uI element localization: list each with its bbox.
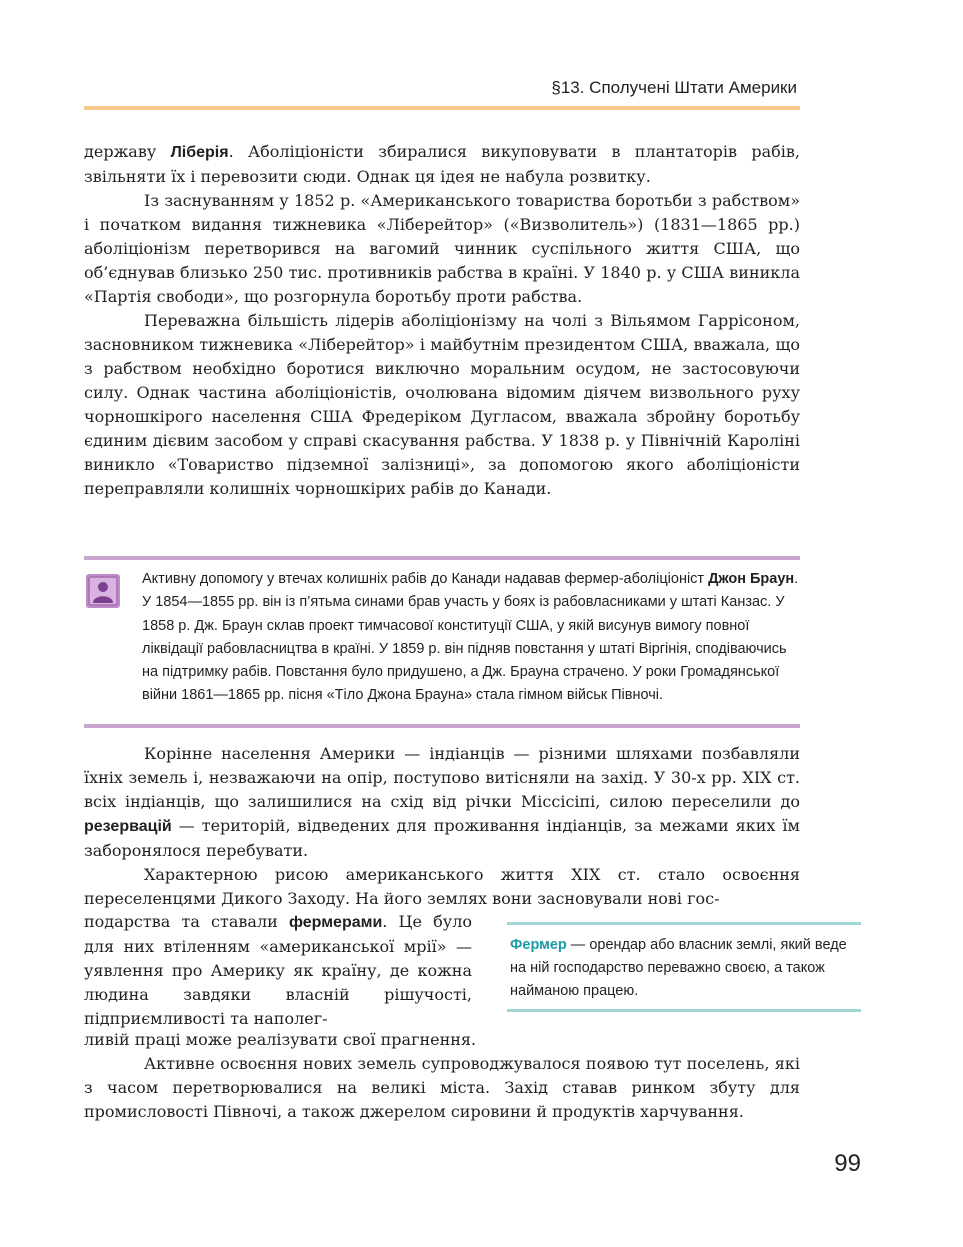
biobox-bottom-rule — [84, 724, 800, 728]
paragraph — [84, 140, 800, 189]
text-span: . У 1854—1855 рр. він із п’ятьма синами брав участь у боях із рабовласниками у штаті Канзас. У 1858 р. Дж. Браун склав проект тимчасової конституції США, у якій висунув вимогу повної ліквідації рабовласництва в країні. У 1859 р. він підняв повстання у штаті Віргінія, сподіваючись на підтримку рабів. Повстання було придушено, а Дж. Брауна страчено. У роки Громадянської війни 1861—1865 рр. пісня «Тіло Джона Брауна» стала гімном військ Півночі. — [142, 571, 799, 704]
text-block-4 — [84, 1028, 800, 1124]
biobox-top-rule — [84, 556, 800, 560]
paragraph: Характерною рисою американського життя XIX ст. стало освоєння переселенцями Дикого Заходу. На його землях вони засновували нові гос- — [84, 865, 800, 908]
text-span: Активну допомогу у втечах колишніх рабів до Канади надавав фермер-аболіціоніст — [142, 571, 709, 587]
person-name: Джон Браун — [708, 571, 795, 587]
biography-box-text — [142, 568, 800, 708]
paragraph — [84, 910, 472, 1031]
text-block-1 — [84, 140, 800, 501]
person-icon — [86, 574, 120, 608]
header-rule — [84, 106, 800, 110]
paragraph: Із заснуванням у 1852 р. «Американського товариства боротьби з рабством» і початком видання тижневика «Ліберейтор» («Визволитель») (1831—1865 рр.) аболіціонізм перетворився на вагомий чинник суспільного життя США, що об’єднував близько 250 тис. противників рабства в країні. У 1840 р. у США виникла «Партія свободи», що розгорнула боротьбу проти рабства. — [84, 191, 800, 306]
text-block-2 — [84, 742, 800, 911]
term-farmers: фермерами — [288, 914, 383, 931]
text-span: . Це було для них втіленням «американської мрії» — уявлення про Америку як країну, де кожна людина завдяки власній рішучості, підприємливості та наполег- — [84, 912, 472, 1028]
page-number: 99 — [834, 1150, 861, 1177]
definition-term: Фермер — [510, 937, 567, 953]
page-header-title: §13. Сполучені Штати Америки — [551, 78, 797, 97]
text-block-3 — [84, 910, 472, 1031]
text-span: — орендар або власник землі, який веде на ній господарство переважно своєю, а також найманою працею. — [510, 937, 847, 999]
text-span: державу — [84, 142, 171, 161]
paragraph — [84, 742, 800, 863]
text-span: . Аболіціоністи збиралися викуповувати в плантаторів рабів, звільняти їх і перевозити сюди. Однак ця ідея не набула розвитку. — [84, 142, 800, 186]
definition-text — [510, 934, 862, 1003]
text-span: подарства та ставали — [84, 912, 289, 931]
text-span: Корінне населення Америки — індіанців — різними шляхами позбавляли їхніх земель і, незважаючи на опір, поступово витісняли на захід. У 30-х рр. XIX ст. всіх індіанців, що залишилися на схід від річки Міссісіпі, силою переселили до — [84, 744, 800, 811]
paragraph: Активне освоєння нових земель супроводжувалося появою тут поселень, які з часом перетворювалися на великі міста. Захід ставав ринком збуту для промисловості Півночі, а також джерелом сировини й продуктів харчування. — [84, 1054, 800, 1121]
paragraph: ливій праці може реалізувати свої прагнення. — [84, 1030, 477, 1049]
paragraph: Переважна більшість лідерів аболіціонізму на чолі з Вільямом Гаррісоном, засновником тижневика «Ліберейтор» і майбутнім президентом США, вважала, що з рабством необхідно боротися виключно моральним осудом, не застосовуючи силу. Однак частина аболіціоністів, очолювана відомим діячем визвольного руху чорношкірого населення США Фредеріком Дугласом, вважала збройну боротьбу єдиним дієвим засобом у справі скасування рабства. У 1838 р. у Північній Кароліні виникло «Товариство підземної залізниці», за допомогою якого аболіціоністи переправляли колишніх чорношкірих рабів до Канади. — [84, 311, 800, 498]
text-span: — територій, відведених для проживання індіанців, за межами яких їм заборонялося перебувати. — [84, 816, 800, 860]
term-liberia: Ліберія — [170, 144, 229, 161]
term-reservations: резервацій — [84, 818, 172, 835]
